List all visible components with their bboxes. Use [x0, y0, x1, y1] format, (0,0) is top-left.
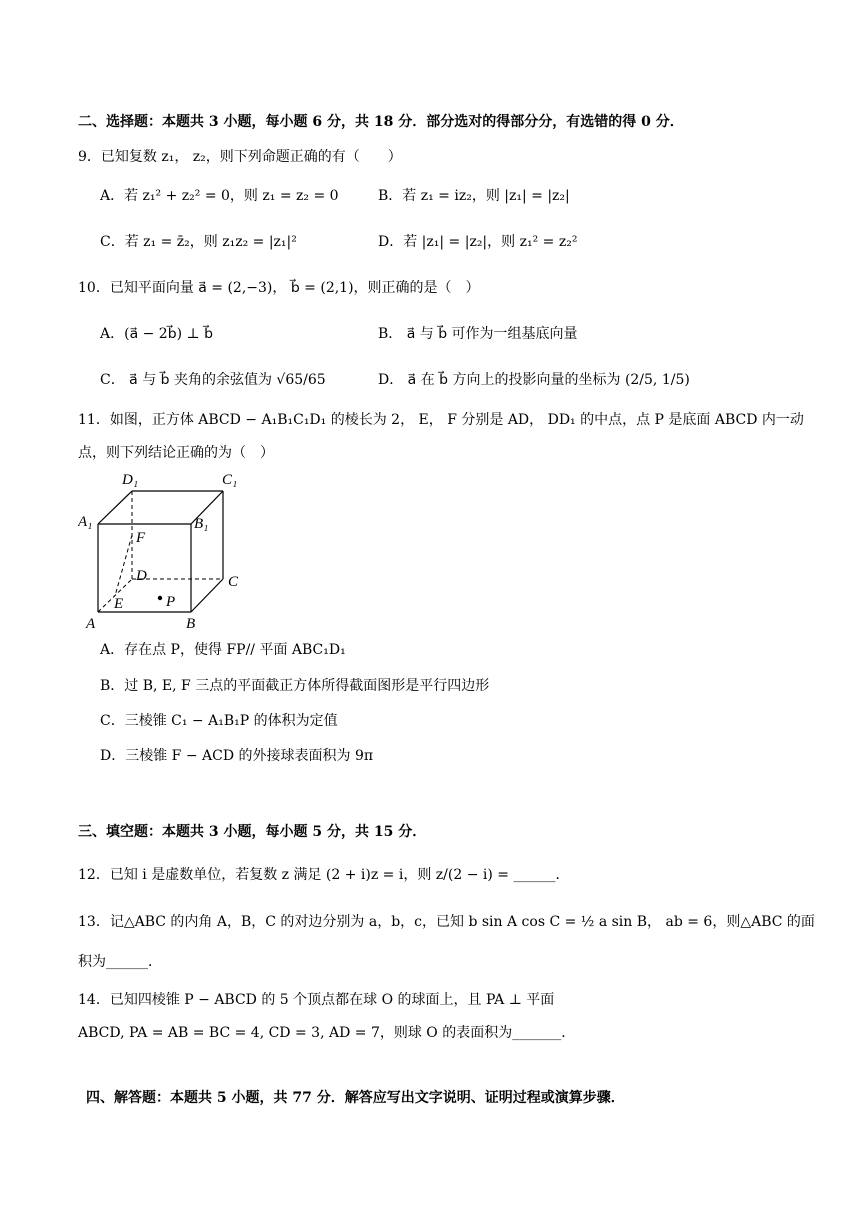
- label-b: B: [186, 616, 196, 630]
- q11-stem-line2: 点，则下列结论正确的为（ ）: [78, 445, 274, 461]
- label-p: P: [166, 594, 176, 610]
- label-d: D: [136, 568, 147, 584]
- q12-text: 12．已知 i 是虚数单位，若复数 z 满足 (2 + i)z = i，则 z/(2 − i) = ______．: [78, 867, 570, 883]
- label-c: C: [228, 574, 239, 590]
- label-c1: C₁: [222, 472, 238, 488]
- label-a1: A₁: [78, 514, 93, 530]
- q10-option-b: B． a⃗ 与 b⃗ 可作为一组基底向量: [378, 326, 578, 342]
- section-solve-heading: 四、解答题：本题共 5 小题，共 77 分．解答应写出文字说明、证明过程或演算步骤．: [86, 1090, 625, 1106]
- q14-line2: ABCD, PA = AB = BC = 4, CD = 3, AD = 7，则球 O 的表面积为_______．: [78, 1025, 576, 1041]
- point-p-dot: [158, 596, 162, 600]
- q11-option-b: B．过 B, E, F 三点的平面截正方体所得截面图形是平行四边形: [100, 678, 490, 694]
- q9-option-a: A．若 z₁² + z₂² = 0，则 z₁ = z₂ = 0: [100, 188, 339, 204]
- label-d1: D₁: [122, 472, 139, 488]
- q9-option-b: B．若 z₁ = iz₂，则 |z₁| = |z₂|: [378, 188, 570, 204]
- section-choice-heading: 二、选择题：本题共 3 小题，每小题 6 分，共 18 分．部分选对的得部分分，有选错的得 0 分．: [78, 114, 684, 130]
- q10-option-c: C． a⃗ 与 b⃗ 夹角的余弦值为 √65/65: [100, 372, 326, 388]
- section-fill-heading: 三、填空题：本题共 3 小题，每小题 5 分，共 15 分．: [78, 824, 427, 840]
- q10-option-d: D． a⃗ 在 b⃗ 方向上的投影向量的坐标为 (2/5, 1/5): [378, 372, 690, 388]
- q14-line1: 14．已知四棱锥 P − ABCD 的 5 个顶点都在球 O 的球面上，且 PA ⊥ 平面: [78, 992, 555, 1008]
- label-e: E: [114, 596, 124, 612]
- q11-stem-line1: 11．如图，正方体 ABCD − A₁B₁C₁D₁ 的棱长为 2， E， F 分别是 AD， DD₁ 的中点，点 P 是底面 ABCD 内一动: [78, 412, 804, 428]
- label-f: F: [136, 530, 146, 546]
- q11-option-c: C．三棱锥 C₁ − A₁B₁P 的体积为定值: [100, 713, 338, 729]
- q13-line1: 13．记△ABC 的内角 A，B，C 的对边分别为 a，b，c，已知 b sin A cos C = ½ a sin B， ab = 6，则△ABC 的面: [78, 914, 815, 930]
- label-b1: B₁: [194, 516, 209, 532]
- q9-option-d: D．若 |z₁| = |z₂|，则 z₁² = z₂²: [378, 234, 578, 250]
- q13-line2: 积为______．: [78, 954, 162, 970]
- q10-stem: 10．已知平面向量 a⃗ = (2,−3)， b⃗ = (2,1)，则正确的是（ ）: [78, 280, 480, 296]
- q10-option-a: A．(a⃗ − 2b⃗) ⊥ b⃗: [100, 326, 213, 342]
- q11-option-d: D．三棱锥 F − ACD 的外接球表面积为 9π: [100, 748, 374, 764]
- q9-option-c: C．若 z₁ = z̄₂，则 z₁z₂ = |z₁|²: [100, 234, 297, 250]
- q11-option-a: A．存在点 P，使得 FP// 平面 ABC₁D₁: [100, 642, 346, 658]
- label-a: A: [86, 616, 96, 630]
- cube-figure: [78, 468, 258, 630]
- q9-stem: 9．已知复数 z₁， z₂，则下列命题正确的有（ ）: [78, 149, 402, 165]
